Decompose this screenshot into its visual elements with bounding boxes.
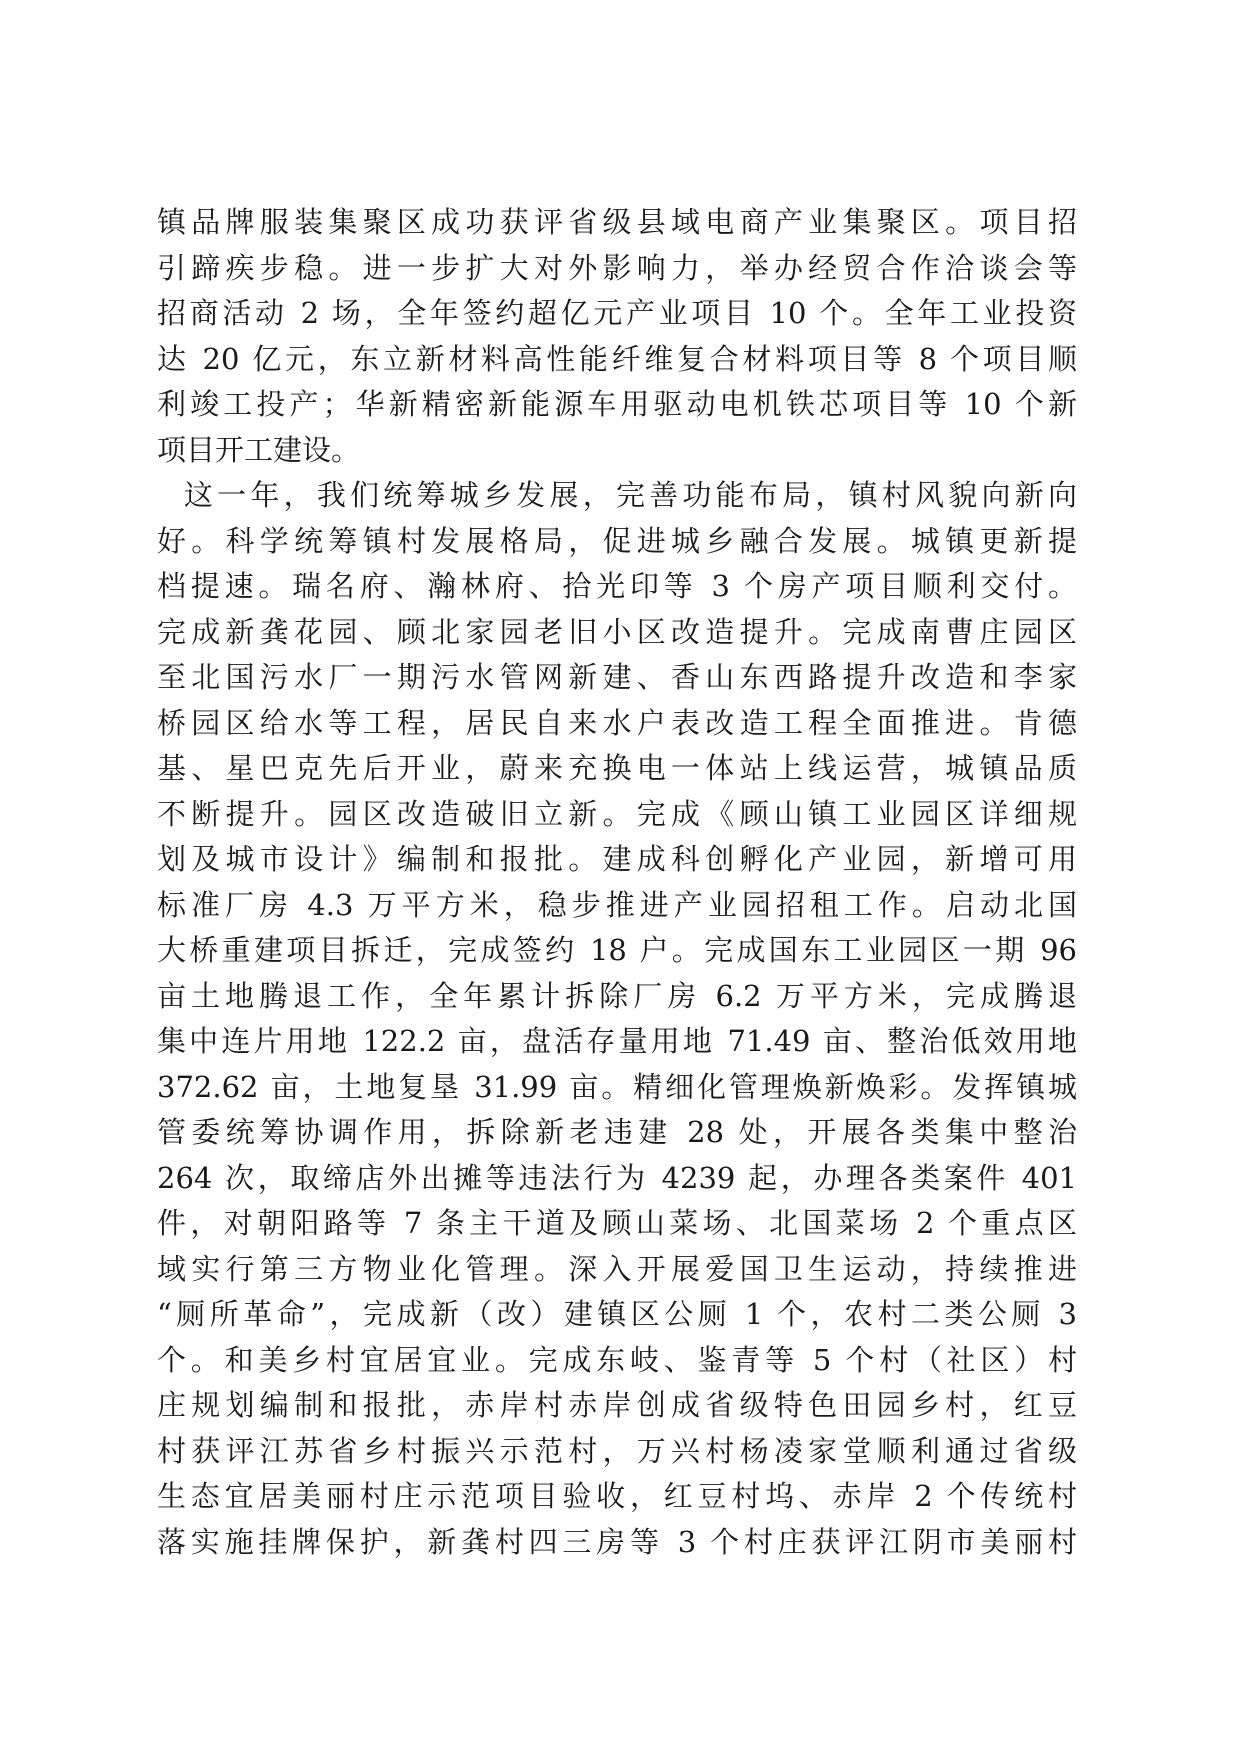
text-line: 不断提升。园区改造破旧立新。完成《顾山镇工业园区详细规 (157, 796, 1077, 831)
text-line: 达 20 亿元，东立新材料高性能纤维复合材料项目等 8 个项目顺 (157, 341, 1077, 376)
text-line: 档提速。瑞名府、瀚林府、拾光印等 3 个房产项目顺利交付。 (157, 569, 1077, 603)
text-line: 落实施挂牌保护，新龚村四三房等 3 个村庄获评江阴市美丽村 (157, 1524, 1077, 1559)
text-line: 264 次，取缔店外出摊等违法行为 4239 起，办理各类案件 401 (157, 1160, 1077, 1195)
text-line: 基、星巴克先后开业，蔚来充换电一体站上线运营，城镇品质 (157, 751, 1077, 785)
text-line: 件，对朝阳路等 7 条主干道及顾山菜场、北国菜场 2 个重点区 (157, 1206, 1077, 1240)
text-line: 域实行第三方物业化管理。深入开展爱国卫生运动，持续推进 (157, 1251, 1077, 1286)
text-line: 利竣工投产；华新精密新能源车用驱动电机铁芯项目等 10 个新 (157, 387, 1077, 421)
text-line: 引蹄疾步稳。进一步扩大对外影响力，举办经贸合作洽谈会等 (157, 250, 1077, 285)
text-line: 好。科学统筹镇村发展格局，促进城乡融合发展。城镇更新提 (157, 523, 1077, 558)
text-line: 至北国污水厂一期污水管网新建、香山东西路提升改造和李家 (157, 660, 1077, 694)
text-line: 镇品牌服装集聚区成功获评省级县域电商产业集聚区。项目招 (157, 205, 1077, 239)
text-line: 372.62 亩，土地复垦 31.99 亩。精细化管理焕新焕彩。发挥镇城 (157, 1069, 1077, 1104)
text-line: 桥园区给水等工程，居民自来水户表改造工程全面推进。肯德 (157, 705, 1077, 740)
text-line: 划及城市设计》编制和报批。建成科创孵化产业园，新增可用 (157, 842, 1077, 876)
text-line: 管委统筹协调作用，拆除新老违建 28 处，开展各类集中整治 (157, 1115, 1077, 1149)
text-line: 庄规划编制和报批，赤岸村赤岸创成省级特色田园乡村，红豆 (157, 1388, 1077, 1422)
text-line: 个。和美乡村宜居宜业。完成东岐、鉴青等 5 个村（社区）村 (157, 1342, 1077, 1377)
text-line: “厕所革命”，完成新（改）建镇区公厕 1 个，农村二类公厕 3 (157, 1297, 1077, 1331)
text-line: 项目开工建设。 (157, 432, 361, 467)
text-line: 村获评江苏省乡村振兴示范村，万兴村杨凌家堂顺利通过省级 (157, 1433, 1077, 1468)
body-text (157, 200, 1077, 1565)
text-line: 标准厂房 4.3 万平方米，稳步推进产业园招租工作。启动北国 (157, 887, 1077, 922)
text-line: 集中连片用地 122.2 亩，盘活存量用地 71.49 亩、整治低效用地 (157, 1024, 1077, 1058)
text-line: 大桥重建项目拆迁，完成签约 18 户。完成国东工业园区一期 96 (157, 933, 1077, 967)
text-line: 亩土地腾退工作，全年累计拆除厂房 6.2 万平方米，完成腾退 (157, 978, 1077, 1013)
text-line: 完成新龚花园、顾北家园老旧小区改造提升。完成南曹庄园区 (157, 614, 1077, 649)
text-line: 生态宜居美丽村庄示范项目验收，红豆村坞、赤岸 2 个传统村 (157, 1479, 1077, 1513)
text-line: 这一年，我们统筹城乡发展，完善功能布局，镇村风貌向新向 (157, 478, 1077, 512)
text-line: 招商活动 2 场，全年签约超亿元产业项目 10 个。全年工业投资 (157, 296, 1077, 330)
